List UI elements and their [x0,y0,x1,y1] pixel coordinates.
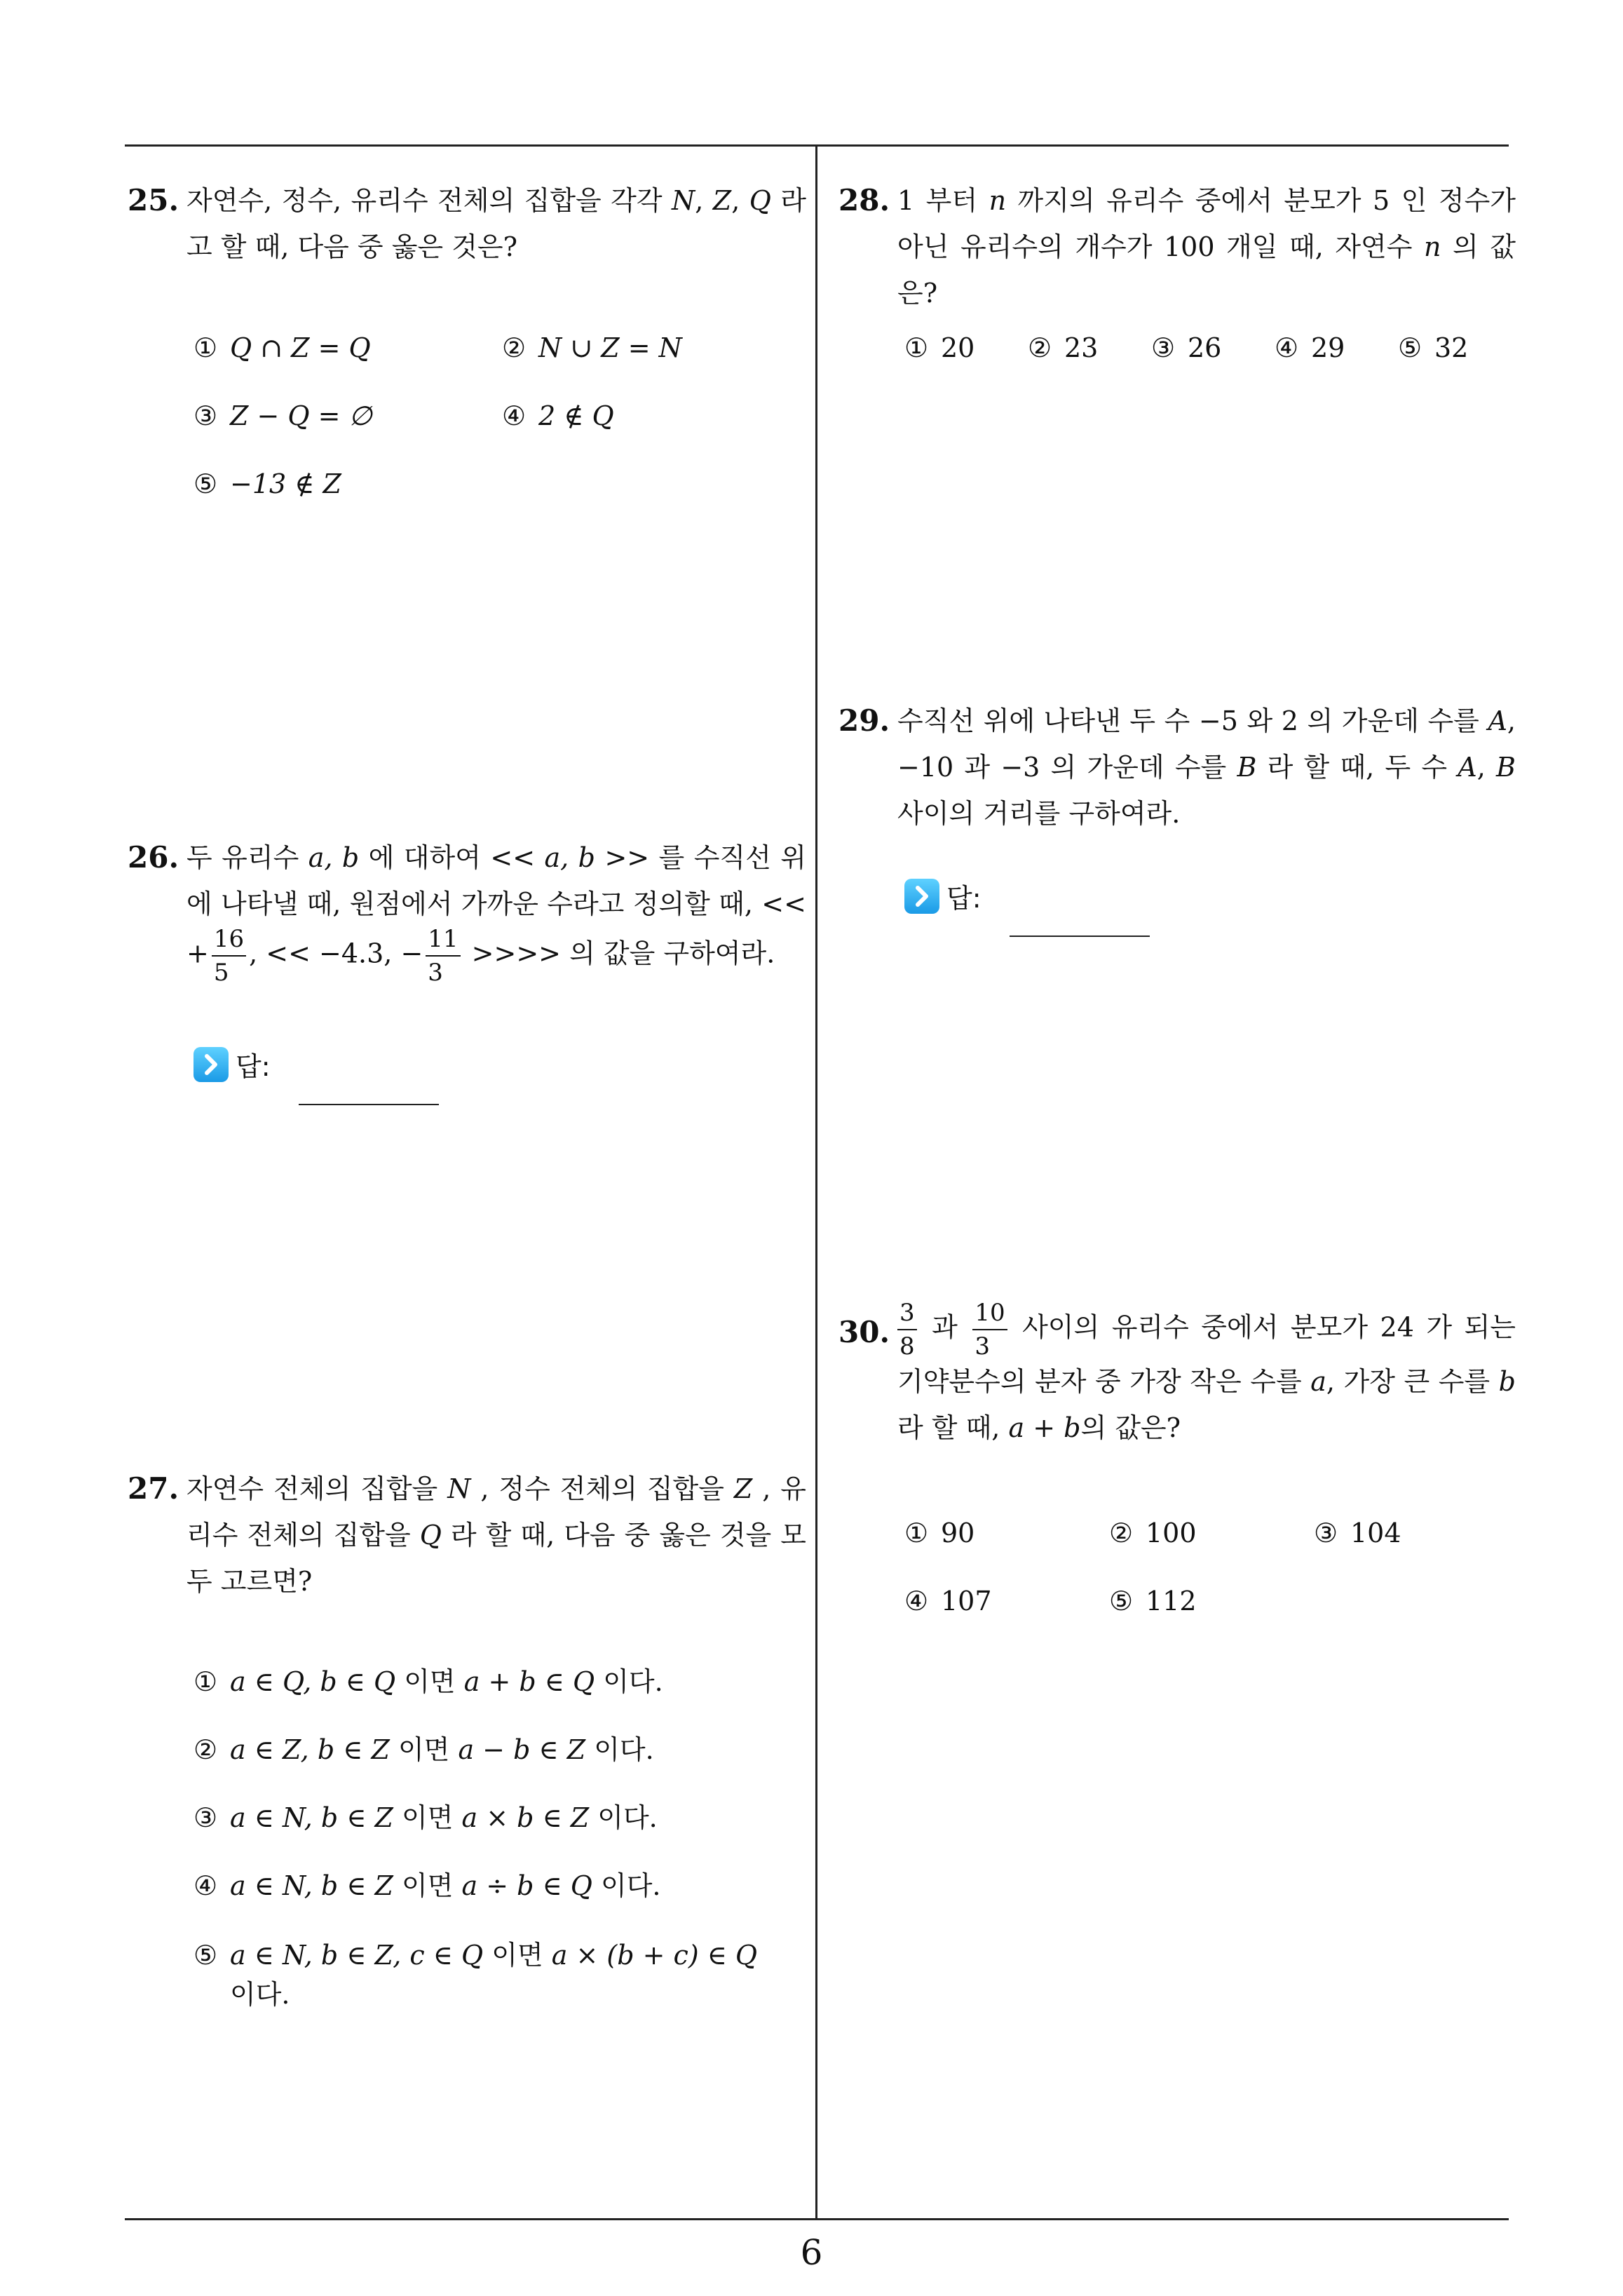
question-stem: 두 유리수 a, b 에 대하여 << a, b >> 를 수직선 위에 나타낼 때, 원점에서 가까운 수라고 정의할 때, << + $\frac{16}{5}$ , << −4.3, − $\frac{11}{3}$ >>>> 의 값을 구하여라. [186,842,806,987]
question-number: 25. [128,183,179,217]
bottom-rule [125,2218,1509,2220]
choice-2[interactable]: ② 100 [1109,1518,1197,1548]
question-26 [128,835,806,985]
chevron-right-icon [904,879,939,914]
question-number: 29. [838,703,890,738]
question-stem: $\frac{3}{8}$ 과 $\frac{10}{3}$ 사이의 유리수 중에서 분모가 24 가 되는 기약분수의 분자 중 가장 작은 수를 a, 가장 큰 수를 b 라 할 때, a + b의 값은? [897,1299,1516,1443]
fraction: $\frac{16}{5}$ [212,927,246,985]
choice-5[interactable]: ⑤ a ∈ N, b ∈ Z, c ∈ Q 이면 a × (b + c) ∈ Q 이다. [193,1940,758,2010]
answer-label: 답: [236,1051,271,1082]
fraction: $\frac{11}{3}$ [426,927,460,985]
answer-label: 답: [946,883,982,914]
question-stem: 수직선 위에 나타낸 두 수 −5 와 2 의 가운데 수를 A, −10 과 −3 의 가운데 수를 B 라 할 때, 두 수 A, B 사이의 거리를 구하여라. [897,705,1516,829]
question-25 [128,177,806,270]
choice-4[interactable]: ④ 2 ∉ Q [502,400,614,431]
choice-4[interactable]: ④ 107 [904,1586,992,1616]
choice-5[interactable]: ⑤ −13 ∉ Z [193,468,341,499]
question-number: 27. [128,1471,179,1506]
choice-2[interactable]: ② N ∪ Z = N [502,332,682,363]
question-27 [128,1466,806,1605]
choice-3[interactable]: ③ 104 [1314,1518,1401,1548]
choice-2[interactable]: ② a ∈ Z, b ∈ Z 이면 a − b ∈ Z 이다. [193,1734,654,1765]
choice-1[interactable]: ① Q ∩ Z = Q [193,332,371,363]
fraction: $\frac{10}{3}$ [972,1301,1007,1358]
answer-blank[interactable] [1010,936,1150,937]
choice-5[interactable]: ⑤ 112 [1109,1586,1197,1616]
question-number: 30. [838,1315,890,1349]
choice-3[interactable]: ③ Z − Q = ∅ [193,400,372,431]
choice-1[interactable]: ① 20 [904,332,975,363]
page-number: 6 [800,2232,823,2273]
choice-3[interactable]: ③ a ∈ N, b ∈ Z 이면 a × b ∈ Z 이다. [193,1802,658,1833]
question-stem: 자연수 전체의 집합을 N , 정수 전체의 집합을 Z , 유리수 전체의 집합을 Q 라 할 때, 다음 중 옳은 것을 모두 고르면? [186,1473,806,1597]
choice-1[interactable]: ① 90 [904,1518,975,1548]
choice-4[interactable]: ④ 29 [1275,332,1345,363]
choice-1[interactable]: ① a ∈ Q, b ∈ Q 이면 a + b ∈ Q 이다. [193,1666,663,1697]
column-divider [815,144,817,2219]
answer-area-29[interactable] [904,877,982,916]
chevron-right-icon [193,1047,229,1082]
choice-3[interactable]: ③ 26 [1151,332,1222,363]
choice-5[interactable]: ⑤ 32 [1398,332,1469,363]
answer-area-26[interactable] [193,1045,271,1084]
choice-4[interactable]: ④ a ∈ N, b ∈ Z 이면 a ÷ b ∈ Q 이다. [193,1870,661,1901]
question-number: 26. [128,840,179,874]
question-28 [838,177,1516,316]
question-stem: 자연수, 정수, 유리수 전체의 집합을 각각 N, Z, Q 라고 할 때, 다음 중 옳은 것은? [186,185,806,262]
answer-blank[interactable] [299,1104,439,1105]
question-29 [838,698,1516,837]
question-stem: 1 부터 n 까지의 유리수 중에서 분모가 5 인 정수가 아닌 유리수의 개수가 100 개일 때, 자연수 n 의 값은? [897,185,1516,309]
fraction: $\frac{3}{8}$ [897,1301,917,1358]
choice-2[interactable]: ② 23 [1028,332,1099,363]
question-number: 28. [838,183,890,217]
question-30 [838,1301,1516,1451]
